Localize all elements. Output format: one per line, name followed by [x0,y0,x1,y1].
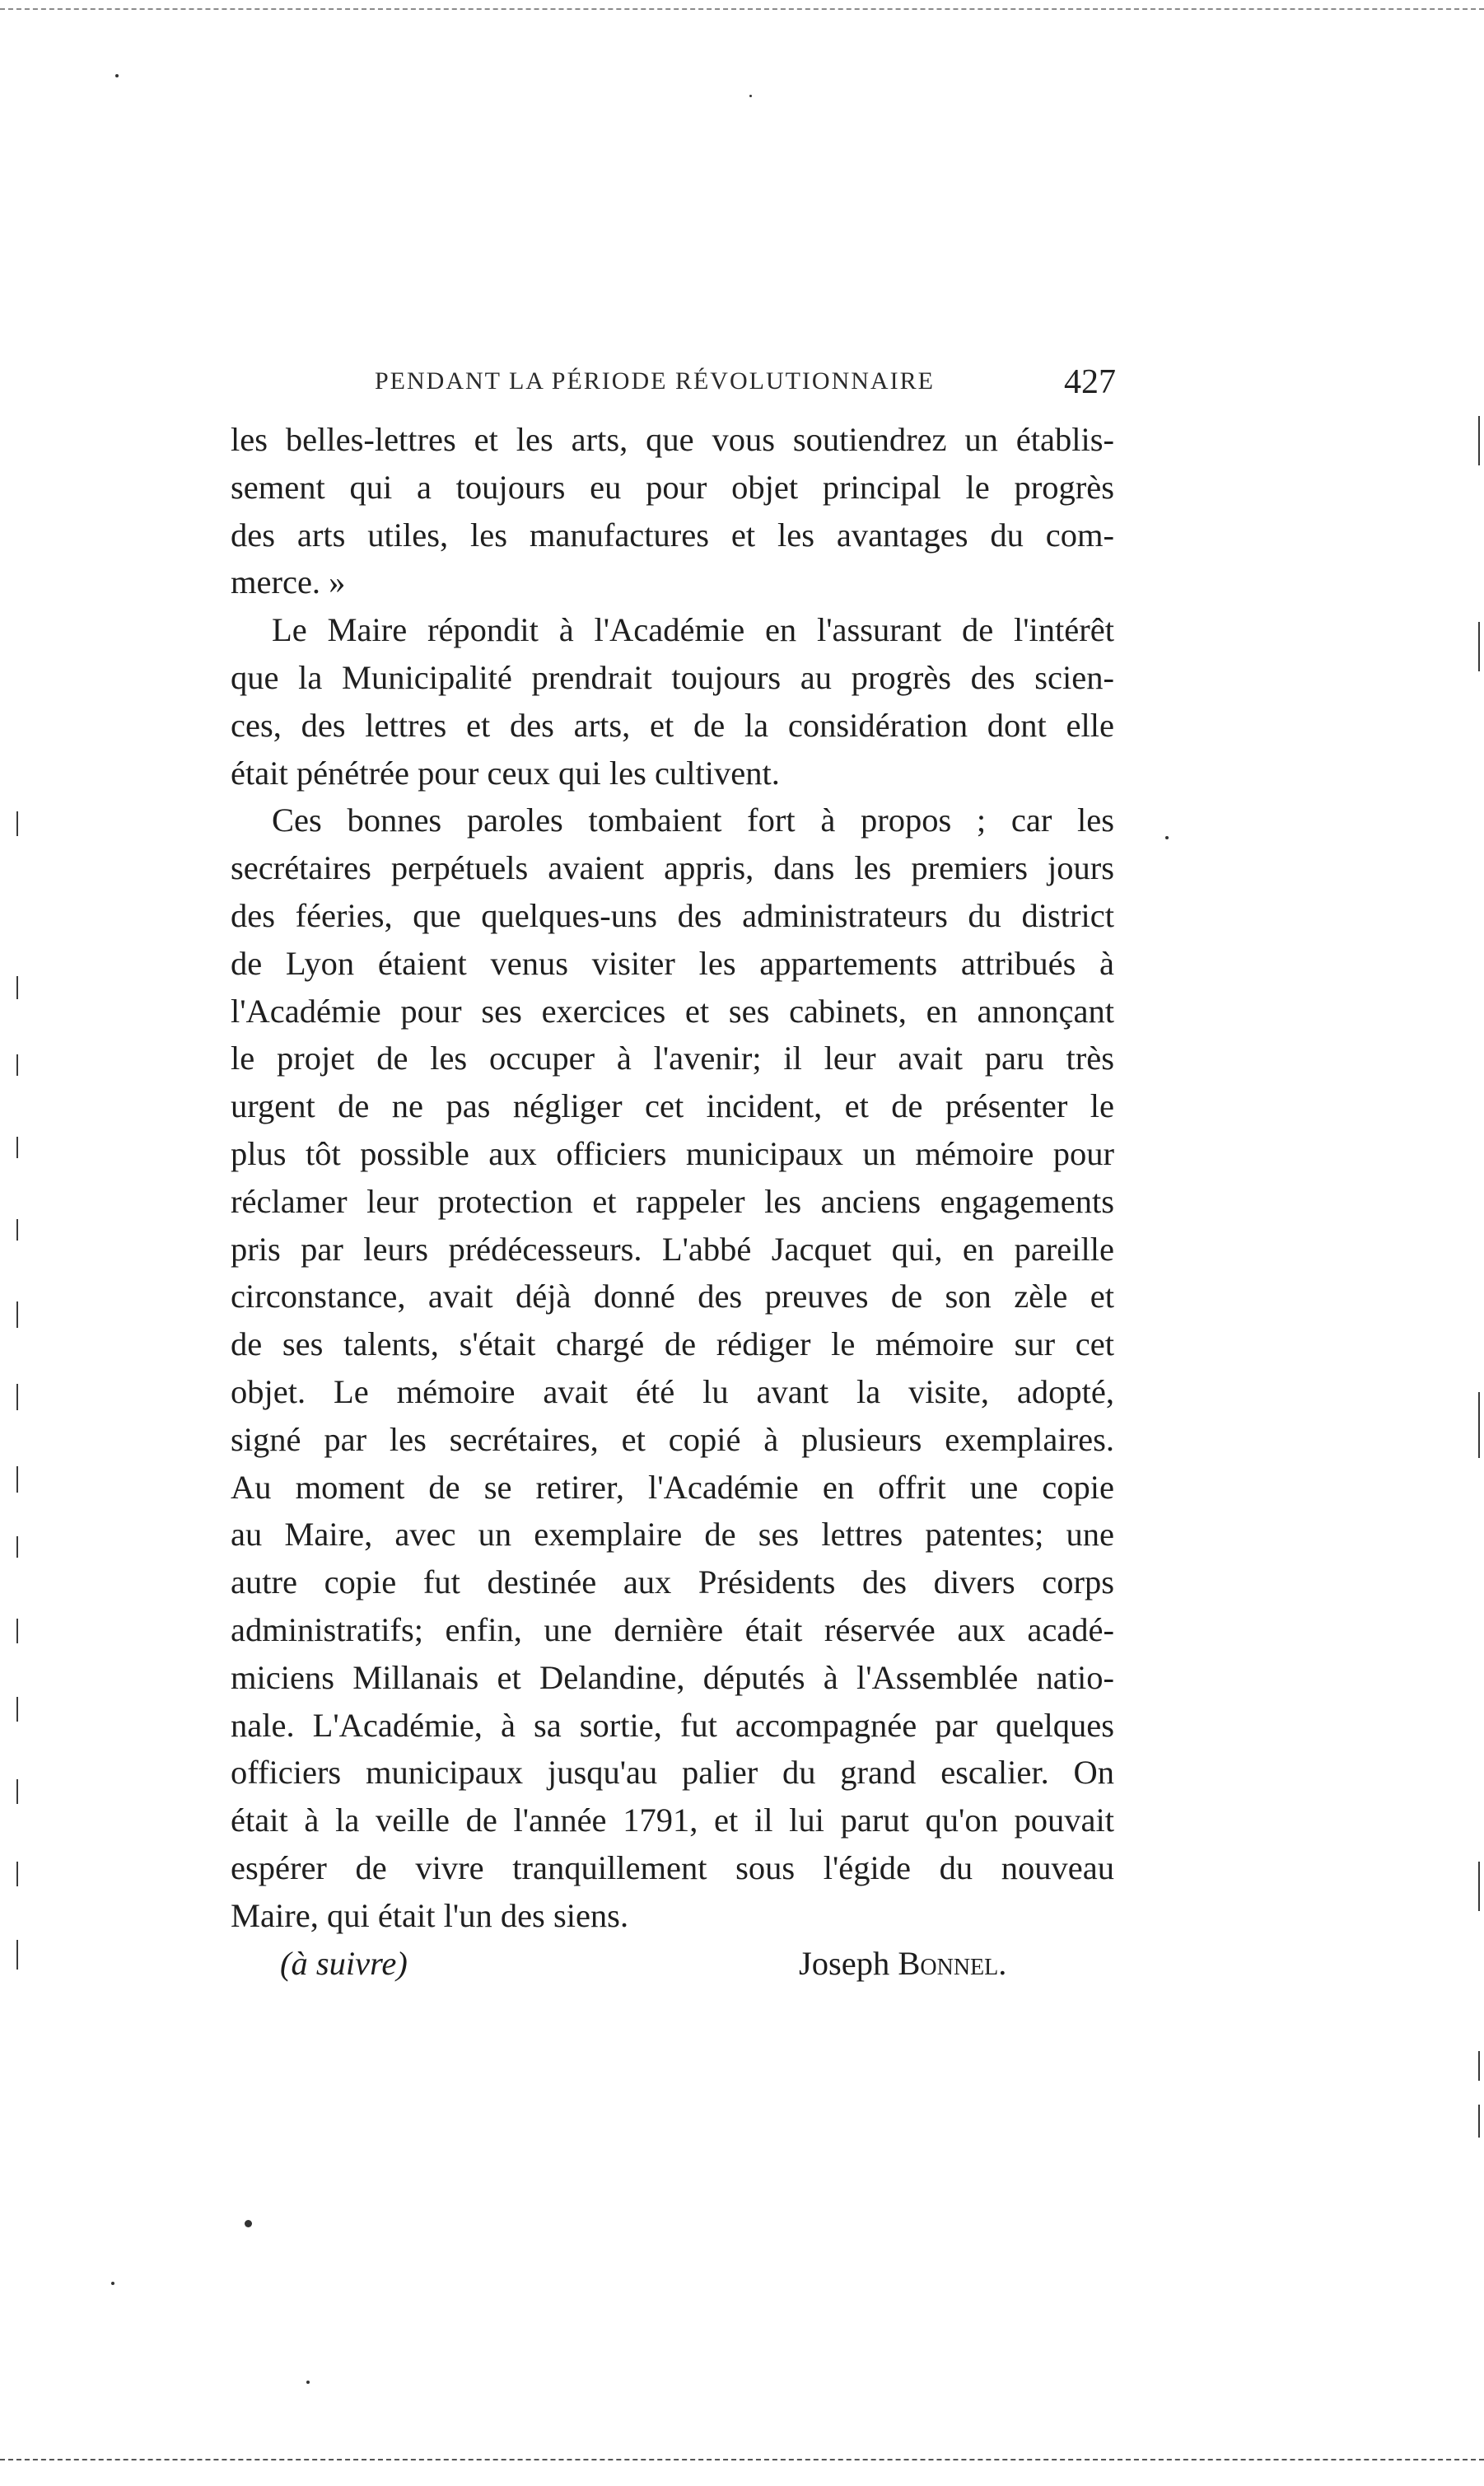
body-text [231,416,1114,1940]
text-line: était pénétrée pour ceux qui les cultivent. [231,754,780,792]
margin-mark [16,1219,18,1241]
margin-mark [16,1697,18,1722]
text-line: autre copie fut destinée aux Présidents des divers corps [231,1563,1114,1601]
text-line: le projet de les occuper à l'avenir; il leur avait paru très [231,1040,1114,1077]
margin-mark [16,976,18,999]
text-line: plus tôt possible aux officiers municipaux un mémoire pour [231,1134,1114,1172]
margin-mark [1478,2105,1480,2138]
page-number: 427 [1064,363,1116,401]
margin-mark [16,1619,18,1643]
running-head [375,362,1116,412]
margin-mark [1478,2051,1480,2081]
margin-mark [1478,1392,1480,1458]
text-line: signé par les secrétaires, et copié à plusieurs exemplaires. [231,1420,1114,1458]
text-line: sement qui a toujours eu pour objet principal le progrès [231,468,1114,506]
text-line: Au moment de se retirer, l'Académie en offrit une copie [231,1468,1114,1506]
text-line: officiers municipaux jusqu'au palier du grand escalier. On [231,1754,1114,1792]
scan-speck [1165,836,1169,839]
text-line: merce. » [231,563,346,601]
text-line: nale. L'Académie, à sa sortie, fut accompagnée par quelques [231,1706,1114,1744]
margin-mark [16,1384,18,1410]
margin-mark [16,811,18,836]
scan-speck [115,74,119,77]
margin-mark [16,1862,18,1886]
text-line: ces, des lettres et des arts, et de la considération dont elle [231,706,1114,744]
scan-speck [245,2220,252,2227]
margin-mark [16,1779,18,1804]
text-line: Maire, qui était l'un des siens. [231,1896,629,1934]
running-title: PENDANT LA PÉRIODE RÉVOLUTIONNAIRE [375,367,935,395]
margin-mark [1478,416,1480,465]
text-line: des arts utiles, les manufactures et les avantages du com- [231,516,1114,554]
margin-mark [16,1054,18,1076]
paragraph-start: Le Maire répondit à l'Académie en l'assurant de l'intérêt [272,611,1114,649]
scan-edge-top [0,8,1484,10]
text-line: miciens Millanais et Delandine, députés à l'Assemblée natio- [231,1658,1114,1696]
margin-mark [16,1301,18,1328]
scan-edge-bottom [0,2459,1484,2460]
text-line: l'Académie pour ses exercices et ses cabinets, en annonçant [231,992,1114,1030]
text-line: au Maire, avec un exemplaire de ses lettres patentes; une [231,1516,1114,1554]
author-signature [799,1944,1006,1983]
text-line: de ses talents, s'était chargé de rédiger le mémoire sur cet [231,1325,1114,1363]
margin-mark [16,1940,18,1970]
text-line: objet. Le mémoire avait été lu avant la visite, adopté, [231,1372,1114,1410]
scan-speck [111,2282,114,2285]
text-line: réclamer leur protection et rappeler les anciens engagements [231,1182,1114,1220]
author-first-name: Joseph [799,1945,890,1982]
text-line: secrétaires perpétuels avaient appris, dans les premiers jours [231,849,1114,887]
margin-mark [1478,622,1480,671]
margin-mark [16,1466,18,1493]
author-last-name: Bonnel. [898,1945,1007,1982]
text-line: de Lyon étaient venus visiter les appartements attribués à [231,944,1114,982]
closing-line [231,1944,1114,1993]
margin-mark [16,1536,18,1558]
text-line: circonstance, avait déjà donné des preuves de son zèle et [231,1278,1114,1315]
margin-mark [1478,1862,1480,1911]
text-line: des féeries, que quelques-uns des administrateurs du district [231,896,1114,934]
text-line: que la Municipalité prendrait toujours au progrès des scien- [231,658,1114,696]
text-line: pris par leurs prédécesseurs. L'abbé Jacquet qui, en pareille [231,1230,1114,1268]
text-line: urgent de ne pas négliger cet incident, et de présenter le [231,1087,1114,1125]
to-be-continued: (à suivre) [280,1945,408,1982]
text-line: espérer de vivre tranquillement sous l'égide du nouveau [231,1848,1114,1886]
text-line: les belles-lettres et les arts, que vous soutiendrez un établis- [231,421,1114,458]
scan-speck [306,2381,310,2384]
text-line: administratifs; enfin, une dernière était réservée aux acadé- [231,1610,1114,1648]
scan-speck [749,95,752,97]
paragraph-start: Ces bonnes paroles tombaient fort à propos ; car les [272,801,1114,839]
text-line: était à la veille de l'année 1791, et il lui parut qu'on pouvait [231,1801,1114,1839]
margin-mark [16,1137,18,1158]
